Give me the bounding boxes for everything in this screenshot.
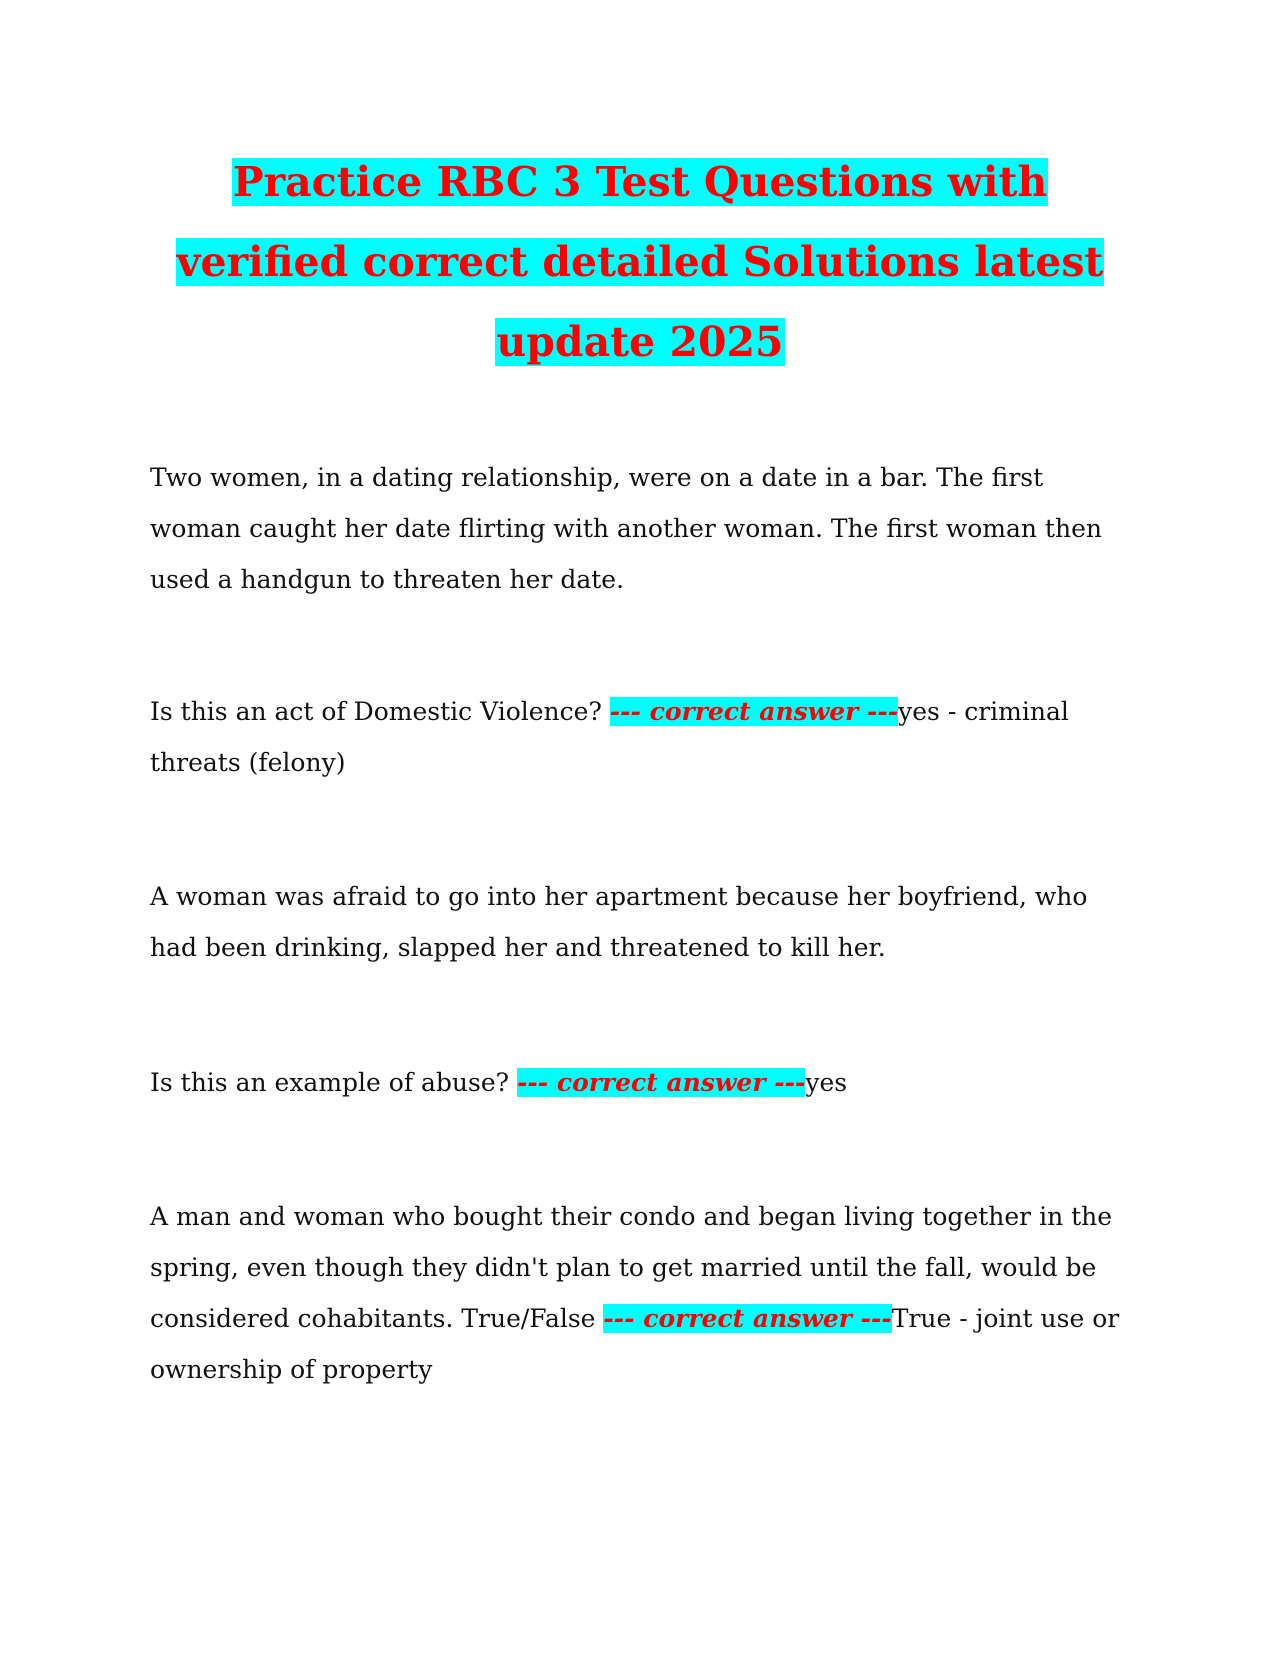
- question-text: A man and woman who bought their condo and began living together in the spring, even though they didn't plan to get married until the fall, would be considered cohabitants. True/False: [150, 1202, 1113, 1333]
- answer-text: yes: [805, 1068, 848, 1097]
- title-line-2: verified correct detailed Solutions latest: [176, 238, 1104, 286]
- scenario-paragraph-1: Two women, in a dating relationship, were on a date in a bar. The first woman caught her date flirting with another woman. The first woman then used a handgun to threaten her date.: [150, 463, 1102, 594]
- answer-text: yes - criminal threats (felony): [150, 697, 1069, 777]
- correct-answer-marker: --- correct answer ---: [603, 1304, 892, 1333]
- scenario-paragraph-2: A woman was afraid to go into her apartment because her boyfriend, who had been drinking, slapped her and threatened to kill her.: [150, 882, 1088, 962]
- answer-text: True - joint use or ownership of property: [150, 1304, 1120, 1384]
- document-title: [140, 142, 1140, 382]
- title-line-3: update 2025: [496, 318, 784, 366]
- question-paragraph-3: [150, 1191, 1140, 1395]
- correct-answer-marker: --- correct answer ---: [609, 697, 899, 726]
- question-text: Is this an example of abuse?: [150, 1068, 518, 1097]
- question-text: Is this an act of Domestic Violence?: [150, 697, 610, 726]
- question-paragraph-2: [150, 1057, 1140, 1108]
- question-paragraph-1: [150, 686, 1140, 788]
- correct-answer-marker: --- correct answer ---: [517, 1068, 806, 1097]
- title-line-1: Practice RBC 3 Test Questions with: [232, 158, 1048, 206]
